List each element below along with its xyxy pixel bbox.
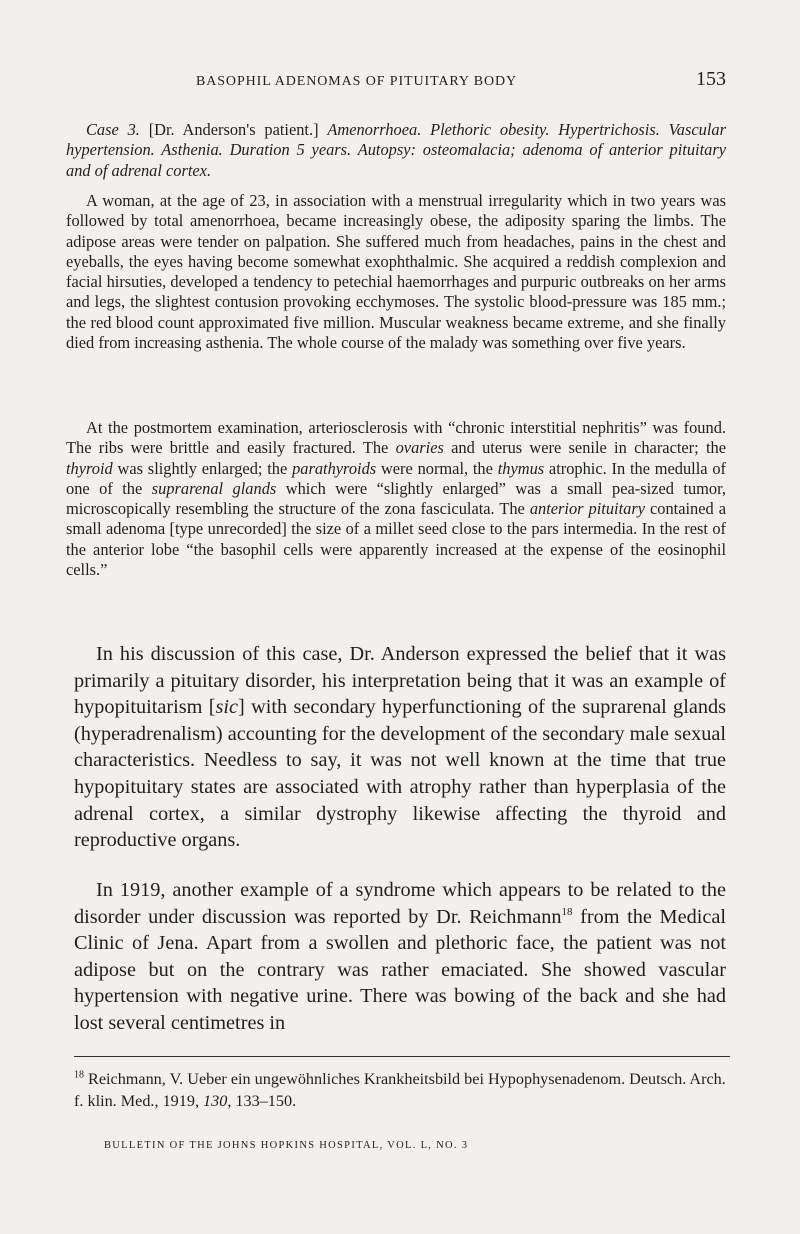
case-summary: Amenorrhoea. Plethoric obesity. Hypertrichosis. Vascular hypertension. Asthenia. Duration 5 years. Autopsy: osteomalacia; adenoma of anterior pituitary and of adrenal cortex. [66, 120, 726, 180]
case-bracket: [Dr. Anderson's patient.] [148, 120, 319, 139]
text-run: from the Medical Clinic of Jena. Apart from a swollen and plethoric face, the patient was not adipose but on the contrary was rather emaciated. She showed vascular hypertension with negative urine. There was bowing of the back and she had lost several centimetres in [74, 905, 726, 1034]
italic-term: suprarenal glands [151, 478, 277, 498]
text-run: atrophic. In the medulla of one of the [66, 458, 726, 498]
italic-term: anterior pituitary [529, 499, 646, 519]
text-run: and uterus were senile in character; the [443, 438, 726, 458]
text-run: were normal, the [376, 458, 498, 478]
footnote-divider [74, 1056, 730, 1057]
bulletin-line: BULLETIN OF THE JOHNS HOPKINS HOSPITAL, VOL. L, NO. 3 [104, 1140, 469, 1151]
reichmann-paragraph [74, 877, 726, 1037]
sic-term: sic [215, 696, 239, 719]
case-heading [66, 120, 726, 181]
italic-term: ovaries [395, 438, 444, 458]
italic-term: thymus [497, 458, 545, 478]
discussion-paragraph [74, 641, 726, 854]
footnote-text: , 133–150. [227, 1092, 297, 1110]
text-run: At the postmortem examination, arteriosclerosis with “chronic interstitial nephritis” was found. The ribs were brittle and easily fractured. The [66, 418, 726, 458]
text-run: was slightly enlarged; the [112, 458, 293, 478]
italic-term: thyroid [66, 458, 113, 478]
running-title: BASOPHIL ADENOMAS OF PITUITARY BODY [196, 74, 518, 89]
case-paragraph-1 [66, 191, 726, 353]
text-run: which were “slightly enlarged” was a small pea-sized tumor, microscopically resembling the structure of the zona fasciculata. The [66, 478, 726, 519]
footnote-ref[interactable]: 18 [561, 905, 573, 918]
footnote-number: 18 [74, 1069, 84, 1081]
case-label: Case 3. [86, 120, 140, 139]
text-run: In his discussion of this case, Dr. Anderson expressed the belief that it was primarily a pituitary disorder, his interpretation being that it was an example of hypopituitarism [ [74, 643, 726, 719]
case-paragraph-2 [66, 418, 726, 580]
text-run: ] with secondary hyperfunctioning of the suprarenal glands (hyperadrenalism) accounting for the development of the secondary male sexual characteristics. Needless to say, it was not well known at the time that true hypopituitary states are associated with atrophy rather than hyperplasia of the adrenal cortex, a similar dystrophy likewise affecting the thyroid and reproductive organs. [74, 696, 726, 852]
footnote-text: Reichmann, V. Ueber ein ungewöhnliches Krankheitsbild bei Hypophysenadenom. Deutsch. Arch. f. klin. Med., 1919, [74, 1070, 726, 1110]
case-para1-text: A woman, at the age of 23, in association with a menstrual irregularity which in two years was followed by total amenorrhoea, became increasingly obese, the adiposity sparing the limbs. The adipose areas were tender on palpation. She suffered much from headaches, pains in the chest and eyeballs, the eyes having become somewhat exophthalmic. She acquired a reddish complexion and facial hirsuties, developed a tendency to petechial haemorrhages and purpuric outbreaks on her arms and legs, the slightest contusion provoking ecchymoses. The systolic blood-pressure was 185 mm.; the red blood count approximated five million. Muscular weakness became extreme, and she finally died from increasing asthenia. The whole course of the malady was something over five years. [66, 191, 726, 353]
running-head [196, 68, 726, 91]
text-run: In 1919, another example of a syndrome which appears to be related to the disorder under discussion was reported by Dr. Reichmann [74, 879, 726, 928]
footnote-volume: 130 [203, 1092, 228, 1110]
page-number: 153 [696, 68, 726, 90]
text-run: contained a small adenoma [type unrecorded] the size of a millet seed close to the pars intermedia. In the rest of the anterior lobe “the basophil cells were apparently increased at the expense of the eosinophil cells.” [66, 499, 726, 580]
footnote [74, 1068, 726, 1112]
italic-term: parathyroids [292, 458, 377, 478]
